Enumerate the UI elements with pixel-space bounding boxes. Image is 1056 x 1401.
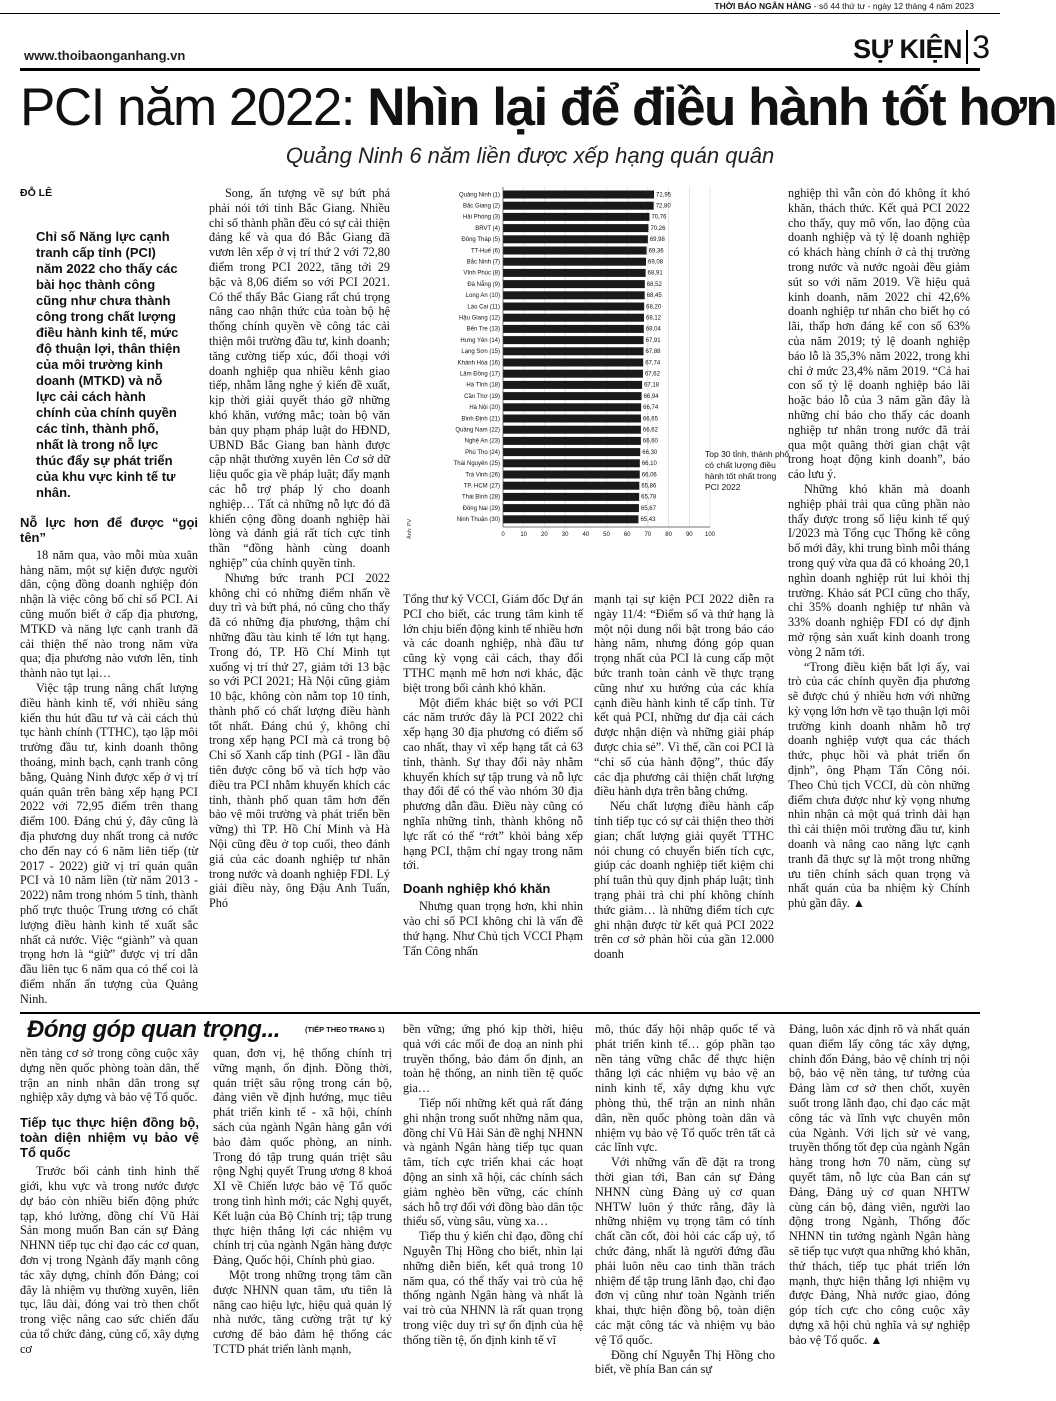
- paragraph: Nhưng bức tranh PCI 2022 không chỉ có những điểm nhấn về duy trì và bứt phá, nó cũng cho thấy đã có những địa phương, thậm chí những đầu tàu kinh tế lớn tụt hạng. Trong đó, TP. Hồ Chí Minh tụt xuống vị trí thứ 27, giảm tới 13 bậc so với PCI 2021; Hà Nội cũng giảm 10 bậc, không còn nằm top 10 tỉnh, thành phố có chất lượng điều hành tốt nhất. Đáng chú ý, không chỉ trong xếp hạng PCI mà cả trong bộ Chỉ số Xanh cấp tỉnh (PGI - lần đầu tiên được công bố và tích hợp vào điều tra PCI nhằm khuyến khích các tỉnh, thành phố quan tâm hơn đến bảo vệ môi trường và phát triển bền vững) thì TP. Hồ Chí Minh và Hà Nội cũng đều ở top cuối, theo đánh giá của các doanh nghiệp tư nhân trong nước và doanh nghiệp FDI. Lý giải điều này, ông Đậu Anh Tuấn, Phó: [209, 570, 390, 911]
- value-label: 72,95: [656, 192, 672, 199]
- paragraph: Những khó khăn mà doanh nghiệp phải trải qua cũng phần nào thấy được trong số liệu kinh tế quý I/2023 mà Tổng cục Thống kê công bố mới đây, khi trung bình mỗi tháng trong quý vừa qua đã có khoảng 20,1 nghìn doanh nghiệp rút lui khỏi thị trường. Khảo sát PCI cũng cho thấy, chỉ 35% doanh nghiệp tư nhân và 33% doanh nghiệp FDI có dự định mở rộng sản xuất kinh doanh trong vòng 2 năm tới.: [788, 481, 970, 659]
- second-article-title: Đóng góp quan trọng...: [27, 1016, 280, 1043]
- value-label: 69,36: [648, 248, 664, 255]
- x-tick-label: 20: [541, 532, 548, 538]
- paragraph: Nhưng quan trọng hơn, khi nhìn vào chỉ số PCI không chỉ là vấn đề thứ hạng. Như Chủ tịch VCCI Phạm Tấn Công nhấn: [403, 899, 583, 958]
- x-tick-label: 50: [603, 532, 610, 538]
- paragraph: Nếu chất lượng điều hành cấp tỉnh tiếp tục có sự cải thiện theo thời gian; chất lượng giải quyết TTHC nói chung có chuyển biến tích cực, giúp các doanh nghiệp tiết kiệm chi phí tuân thủ quy định pháp luật; tình trạng phải trả chi phí không chính thức giảm… là những điểm tích cực ghi nhận được từ kết quả PCI 2022 trên cơ sở phản hồi của gần 12.000 doanh: [594, 799, 774, 962]
- category-label: Vĩnh Phúc (8): [463, 270, 500, 277]
- header-rule: [20, 68, 980, 71]
- value-label: 69,98: [649, 237, 665, 244]
- value-label: 68,12: [646, 315, 662, 322]
- bar: [503, 258, 646, 266]
- bar: [503, 459, 640, 467]
- paragraph: Việc tập trung nâng chất lượng điều hành kinh tế, với nhiều sáng kiến thu hút đầu tư và cải cách thủ tục hành chính (TTHC), tạo lập môi trường đầu tư, kinh doanh thông thoáng, minh bạch, cạnh tranh công bằng, Quảng Ninh được xếp ở vị trí quán quân trên bảng xếp hạng PCI 2022 với 72,95 điểm trên thang điểm 100. Đáng chú ý, đây cũng là địa phương duy nhất trong cả nước cho đến nay có 6 năm liên tiếp (từ 2017 - 2022) giữ vị trí quán quân PCI và 10 năm liền (từ năm 2013 - 2022) nằm trong nhóm 5 tỉnh, thành phố trực thuộc Trung ương có chất lượng điều hành kinh tế xuất sắc nhất cả nước. Việc “giành” và quan trọng hơn là “giữ” được vị trí dẫn đầu liên tục 6 năm qua có thể coi là điểm nhấn ấn tượng của Quảng Ninh.: [20, 680, 198, 1006]
- bar: [503, 269, 646, 277]
- value-label: 66,94: [643, 393, 659, 400]
- masthead: [0, 0, 1000, 14]
- category-label: TT-Huế (6): [470, 248, 500, 255]
- article-column-4: [594, 592, 774, 962]
- paragraph: Tổng thư ký VCCI, Giám đốc Dự án PCI cho biết, các trung tâm kinh tế lớn chịu biến động kinh tế nhiều hơn và các doanh nghiệp, nhà đầu tư cũng kỳ vọng cải cách, thay đổi TTHC mạnh mẽ hơn nơi khác, đặc biệt trong bối cảnh khó khăn.: [403, 592, 583, 695]
- bar: [503, 448, 640, 456]
- paragraph: 18 năm qua, vào mỗi mùa xuân hàng năm, một sự kiện được người dân, cộng đồng doanh nghiệp đón nhận là việc công bố chỉ số PCI. Ai cũng muốn biết ở cấp địa phương, MTKD và năng lực cạnh tranh đã cải thiện thế nào trong năm vừa qua; địa phương nào vươn lên, tỉnh thành nào tụt lại…: [20, 547, 198, 681]
- paragraph: Đồng chí Nguyễn Thị Hồng cho biết, về phía Ban cán sự: [595, 1347, 775, 1377]
- lead-paragraph: Chỉ số Năng lực cạnh tranh cấp tỉnh (PCI) năm 2022 cho thấy các bài học thành công cũng như chưa thành công trong chất lượng điều hành kinh tế, mức độ thuận lợi, thân thiện của môi trường kinh doanh (MTKD) và nỗ lực cải cách hành chính của chính quyền các tỉnh, thành phố, nhất là trong nỗ lực thúc đẩy sự phát triển của khu vực kinh tế tư nhân.: [36, 228, 181, 500]
- value-label: 65,43: [640, 517, 656, 524]
- bar: [503, 314, 644, 322]
- category-label: Bến Tre (13): [466, 326, 500, 333]
- bar: [503, 403, 641, 411]
- bar: [503, 370, 643, 378]
- paragraph: bền vững; ứng phó kịp thời, hiệu quả với các mối đe doạ an ninh phi truyền thống, bảo đảm ổn định, an toàn hệ thống, an ninh tiền tệ quốc gia…: [403, 1022, 583, 1096]
- second-column-4: [595, 1022, 775, 1377]
- value-label: 67,74: [645, 360, 661, 367]
- paragraph: Trước bối cảnh tình hình thế giới, khu vực và trong nước được dự báo còn nhiều biến động phức tạp, khó lường, đồng chí Vũ Hải Sản mong muốn Ban cán sự Đảng NHNN tiếp tục chỉ đạo các cơ quan, đơn vị trong Ngành đẩy mạnh công tác xây dựng, chỉnh đốn Đảng; coi đây là nhiệm vụ thường xuyên, liên tục, lâu dài, đóng vai trò then chốt trong việc nâng cao sức chiến đấu của tổ chức đảng, củng cố, xây dựng cơ: [20, 1164, 199, 1356]
- bar: [503, 191, 654, 199]
- bar: [503, 224, 648, 232]
- subheadline: Quảng Ninh 6 năm liền được xếp hạng quán quân: [285, 143, 775, 168]
- x-tick-label: 60: [623, 532, 631, 538]
- category-label: Quảng Nam (22): [455, 427, 500, 434]
- continued-from-label: (TIẾP THEO TRANG 1): [305, 1025, 385, 1034]
- value-label: 66,06: [641, 472, 657, 479]
- second-subheading: Tiếp tục thực hiện đồng bộ, toàn diện nhiệm vụ bảo vệ Tổ quốc: [20, 1115, 199, 1161]
- category-label: Lào Cai (11): [467, 304, 500, 311]
- bar: [503, 504, 639, 512]
- value-label: 66,10: [641, 461, 657, 468]
- paper-name: THỜI BÁO NGÂN HÀNG: [714, 1, 812, 11]
- article-column-3: [403, 592, 583, 958]
- category-label: Trà Vinh (26): [465, 472, 500, 479]
- value-label: 67,88: [645, 349, 661, 356]
- paragraph: nền tảng cơ sở trong công cuộc xây dựng nền quốc phòng toàn dân, thế trận an ninh nhân dân trong sự nghiệp xây dựng và bảo vệ Tổ quốc.: [20, 1046, 199, 1105]
- value-label: 67,91: [645, 337, 661, 344]
- category-label: Đồng Nai (29): [462, 505, 500, 512]
- chart-source: Ảnh: PV: [407, 518, 413, 539]
- category-label: Thái Bình (28): [461, 494, 500, 501]
- bar: [503, 392, 642, 400]
- article-column-5: [788, 186, 970, 911]
- value-label: 70,76: [651, 214, 667, 221]
- value-label: 65,67: [640, 505, 656, 512]
- byline: ĐỖ LÊ: [20, 187, 53, 199]
- paragraph: “Trong điều kiện bất lợi ấy, vai trò của các chính quyền địa phương sẽ được chú ý nhiều hơn với những kỳ vọng lớn hơn về tạo thuận lợi môi trường kinh doanh nhằm hỗ trợ doanh nghiệp vượt qua các thách thức, phục hồi và phát triển ổn định”, ông Phạm Tấn Công nói. Theo Chủ tịch VCCI, dù còn những điểm chưa được như kỳ vọng nhưng nhìn nhận cả một quá trình dài hạn thì cải thiện môi trường đầu tư, kinh doanh và nâng cao năng lực cạnh tranh đã thực sự là một trong những ưu tiên chính sách quan trọng và nhất quán của ba nhiệm kỳ Chính phủ gần đây. ▲: [788, 659, 970, 911]
- value-label: 66,60: [642, 438, 658, 445]
- paragraph: Song, ấn tượng về sự bứt phá phải nói tới tỉnh Bắc Giang. Nhiều chỉ số thành phần đều có sự cải thiện đáng kể và qua đó Bắc Giang đã vươn lên xếp ở vị trí thứ 2 với 72,80 điểm trong PCI 2022, tăng tới 29 bậc và 8,06 điểm so với PCI 2021. Có thể thấy Bắc Giang rất chú trọng nâng cao nhận thức của toàn bộ hệ thống chính quyền về công tác cải thiện môi trường đầu tư, kinh doanh; tăng cường tiếp xúc, đối thoại với doanh nghiệp qua nhiều kênh giao tiếp, nhằm lắng nghe ý kiến đề xuất, kịp thời giải quyết tháo gỡ những khó khăn, vướng mắc; toàn bộ văn bản quy phạm pháp luật do HĐND, UBND Bắc Giang ban hành được cập nhật thường xuyên lên Cơ sở dữ liệu quốc gia về pháp luật; đẩy mạnh các hỗ trợ pháp lý cho doanh nghiệp… Tất cả những nỗ lực đó đã khiến cộng đồng doanh nghiệp hài lòng và đánh giá rất tích cực tỉnh thần “đồng hành cùng doanh nghiệp” của chính quyền tỉnh.: [209, 186, 390, 570]
- category-label: Khánh Hòa (16): [457, 360, 500, 367]
- value-label: 66,65: [642, 416, 658, 423]
- category-label: BRVT (4): [475, 225, 500, 232]
- bar: [503, 213, 649, 221]
- category-label: Lâm Đồng (17): [459, 371, 500, 378]
- value-label: 68,04: [645, 326, 661, 333]
- bar: [503, 247, 647, 255]
- category-label: Ninh Thuận (30): [456, 517, 500, 524]
- bar: [503, 280, 645, 288]
- category-label: Đồng Tháp (5): [461, 237, 500, 244]
- value-label: 66,62: [642, 427, 658, 434]
- category-label: Nghệ An (23): [464, 438, 500, 445]
- bar: [503, 359, 643, 367]
- category-label: TP. HCM (27): [463, 483, 500, 490]
- x-tick-label: 80: [665, 532, 672, 538]
- bar: [503, 325, 644, 333]
- paragraph: quan, đơn vị, hệ thống chính trị vững mạnh, ổn định. Đồng thời, quán triệt sâu rộng trong cán bộ, đảng viên về định hướng, mục tiêu phát triển kinh tế - xã hội, chính sách của ngành Ngân hàng gắn với bảo đảm quốc phòng, an ninh. Trong đó tập trung quán triệt sâu rộng Nghị quyết Trung ương 8 khoá XI về Chiến lược bảo vệ Tổ quốc trong tình hình mới; các Nghị quyết, Kết luận của Bộ Chính trị; tập trung thực hiện thắng lợi các nhiệm vụ chính trị của ngành Ngân hàng được Đảng, Quốc hội, Chính phủ giao.: [213, 1046, 392, 1268]
- paragraph: Đảng, luôn xác định rõ và nhất quán quan điểm lấy công tác xây dựng, chỉnh đốn Đảng, bảo vệ chính trị nội bộ, bảo vệ nền tảng, tư tưởng của Đảng làm cơ sở then chốt, xuyên suốt trong lãnh đạo, chỉ đạo các mặt công tác và lĩnh vực chuyên môn của Ngành. Với lịch sử vẻ vang, truyền thống tốt đẹp của ngành Ngân hàng trong hơn 70 năm, cùng sự quyết tâm, nỗ lực của Ban cán sự Đảng, Đảng uỷ cơ quan NHTW cùng cán bộ, đảng viên, người lao động trong Ngành, Thống đốc NHNN tin tưởng ngành Ngân hàng sẽ tiếp tục vượt qua những khó khăn, thử thách, tiếp tục phát triển lớn mạnh, thực hiện thắng lợi nhiệm vụ được Đảng, Nhà nước giao, đóng góp tích cực cho công cuộc xây dựng xã hội chủ nghĩa và sự nghiệp bảo vệ Tổ quốc. ▲: [789, 1022, 970, 1347]
- section-title: SỰ KIỆN: [853, 34, 962, 64]
- category-label: Cần Thơ (19): [464, 393, 500, 400]
- x-tick-label: 30: [561, 532, 569, 538]
- paragraph: Tiếp thu ý kiến chỉ đạo, đồng chí Nguyễn Thị Hồng cho biết, nhìn lại những diễn biến, kết quả trong 10 năm qua, có thể thấy vai trò của hệ thống ngành Ngân hàng và nhất là vai trò của NHNN là rất quan trọng trong việc duy trì sự ổn định của hệ thống tiền tệ, ổn định kinh tế vĩ: [403, 1229, 583, 1347]
- chart-title-line: hành tốt nhất trong: [705, 471, 777, 481]
- bar: [503, 415, 641, 423]
- value-label: 67,18: [644, 382, 660, 389]
- category-label: Hải Phòng (3): [462, 214, 500, 221]
- second-column-2: [213, 1046, 392, 1357]
- bar: [503, 336, 644, 344]
- category-label: Bắc Giang (2): [462, 203, 500, 210]
- paragraph: Với những vấn đề đặt ra trong thời gian tới, Ban cán sự Đảng NHNN cùng Đảng uỷ cơ quan NHTW luôn ý thức rằng, đây là những nhiệm vụ trọng tâm có tính chất cần cốt, đòi hỏi các cấp uỷ, tổ chức đảng, nhất là người đứng đầu phải luôn nêu cao tinh thần trách nhiệm để tập trung lãnh đạo, chỉ đạo đơn vị cũng như toàn Ngành triển khai, thực hiện đồng bộ, toàn diện các mặt công tác và nhiệm vụ bảo vệ Tổ quốc.: [595, 1155, 775, 1347]
- value-label: 66,30: [642, 449, 658, 456]
- category-label: Hậu Giang (12): [458, 315, 500, 322]
- x-tick-label: 10: [520, 532, 528, 538]
- category-label: Phú Thọ (24): [465, 449, 500, 456]
- category-label: Bình Định (21): [461, 416, 500, 423]
- value-label: 68,45: [646, 293, 662, 300]
- bar: [503, 347, 644, 355]
- category-label: Quảng Ninh (1): [458, 192, 500, 199]
- value-label: 68,20: [646, 304, 662, 311]
- article-column-2: [209, 186, 390, 911]
- value-label: 69,08: [647, 259, 664, 266]
- bar: [503, 493, 639, 501]
- x-tick-label: 90: [685, 532, 693, 538]
- subheading-2: Doanh nghiệp khó khăn: [403, 881, 551, 897]
- bar: [503, 482, 639, 490]
- chart-title-line: PCI 2022: [705, 482, 741, 492]
- paragraph: Tiếp nối những kết quả rất đáng ghi nhận trong suốt những năm qua, đồng chí Vũ Hải Sản đề nghị NHNN và ngành Ngân hàng tiếp tục quan tâm, tích cực triển khai các hoạt động an sinh xã hội, các chính sách giảm nghèo bền vững, các chính sách hỗ trợ đối với đồng bào dân tộc thiểu số, vùng sâu, vùng xa…: [403, 1095, 583, 1229]
- subheading-1: Nỗ lực hơn để được “gọi tên”: [20, 514, 198, 545]
- x-tick-label: 0: [501, 532, 505, 538]
- bar: [503, 303, 644, 311]
- chart-title-line: Top 30 tỉnh, thành phố: [705, 449, 790, 459]
- paragraph: Một điểm khác biệt so với PCI các năm trước đây là PCI 2022 chỉ xếp hạng 30 địa phương có điểm số cao nhất, thay vì xếp hạng tất cả 63 tỉnh, thành. Sự thay đổi này nhằm khuyến khích sự tập trung và nỗ lực thay đổi để có thể vào nhóm 30 địa phương dẫn đầu. Điều này cũng có nghĩa những tỉnh, thành không nỗ lực rất có thể “rớt” khỏi bảng xếp hạng PCI, thậm chí ngay trong năm tới.: [403, 695, 583, 873]
- x-tick-label: 40: [582, 532, 590, 538]
- value-label: 68,91: [647, 270, 663, 277]
- value-label: 68,52: [646, 281, 662, 288]
- category-label: Hà Tĩnh (18): [466, 382, 500, 389]
- x-tick-label: 70: [644, 532, 652, 538]
- bar: [503, 437, 641, 445]
- value-label: 72,80: [655, 203, 671, 210]
- paragraph: Một trong những trọng tâm cần được NHNN quan tâm, ưu tiên là nâng cao hiệu lực, hiệu quả quản lý nhà nước, tăng cường trật tự kỷ cương để bảo đảm hệ thống các TCTD phát triển lành mạnh,: [213, 1267, 392, 1356]
- category-label: Thái Nguyên (25): [453, 461, 500, 468]
- category-label: Hà Nội (20): [469, 405, 500, 412]
- bar: [503, 291, 645, 299]
- headline-part2: Nhìn lại để điều hành tốt hơn: [367, 78, 1056, 137]
- chart-title-line: có chất lượng điều: [705, 460, 776, 470]
- value-label: 66,74: [643, 405, 659, 412]
- category-label: Long An (10): [465, 293, 500, 300]
- bar: [503, 202, 654, 210]
- bar: [503, 426, 641, 434]
- paragraph: mạnh tại sự kiện PCI 2022 diễn ra ngày 11/4: “Điểm số và thứ hạng là một nội dung nổi bật trong báo cáo hàng năm, nhưng đóng góp quan trọng nhất của PCI là cung cấp một bức tranh toàn cảnh về thực trạng cũng như xu hướng của các khía cạnh điều hành kinh tế cấp tỉnh. Từ kết quả PCI, những dư địa cải cách được nhận diện và những giải pháp được chia sẻ”. Vì thế, cần coi PCI là “chỉ số của hành động”, thúc đẩy các địa phương cải thiện chất lượng điều hành dựa trên bằng chứng.: [594, 592, 774, 799]
- issue-info: - số 44 thứ tư - ngày 12 tháng 4 năm 2023: [811, 1, 974, 11]
- paragraph: nghiệp thì vẫn còn đó không ít khó khăn, thách thức. Kết quả PCI 2022 cho thấy, quy mô vốn, lao động của doanh nghiệp và tỷ lệ doanh nghiệp có khách hàng chính ở cả thị trường trong nước và nước ngoài đều giảm sút so với năm 2019. Về hiệu quả kinh doanh, năm 2022 chỉ 42,6% doanh nghiệp tư nhân cho biết họ có lãi, thấp hơn đáng kể con số 63% của năm 2019; tỷ lệ doanh nghiệp báo lỗ là 35,3% năm 2022, trong khi chỉ ở mức 23,4% năm 2019. “Cả hai con số tỷ lệ doanh nghiệp báo lãi hoặc báo lỗ của 3 năm gần đây là những chỉ báo cho thấy các doanh nghiệp tư nhân trong nước đã trải qua một quãng thời gian chật vật trong hoạt động kinh doanh”, báo cáo lưu ý.: [788, 186, 970, 482]
- headline: [20, 78, 1056, 138]
- headline-part1: PCI năm 2022:: [20, 78, 368, 137]
- article-separator: [20, 1012, 980, 1014]
- website-url[interactable]: www.thoibaonganhang.vn: [24, 48, 186, 63]
- article-column-1: [20, 186, 198, 1007]
- second-column-3: [403, 1022, 583, 1348]
- paragraph: mô, thúc đẩy hội nhập quốc tế và phát triển kinh tế… góp phần tạo nền tảng vững chắc để thực hiện thắng lợi các nhiệm vụ bảo vệ an ninh kinh tế, xây dựng khu vực phòng thủ, thế trận an ninh nhân dân, nền quốc phòng toàn dân và nhiệm vụ bảo vệ Tổ quốc trên tất cả các lĩnh vực.: [595, 1022, 775, 1155]
- bar: [503, 471, 640, 479]
- bar: [503, 381, 642, 389]
- pci-ranking-chart: [405, 183, 790, 593]
- page-number: 3: [966, 30, 990, 64]
- value-label: 67,62: [644, 371, 660, 378]
- value-label: 70,26: [650, 225, 666, 232]
- value-label: 65,78: [641, 494, 657, 501]
- bar: [503, 235, 648, 243]
- bar-chart: [405, 183, 790, 593]
- value-label: 65,86: [641, 483, 657, 490]
- second-column-5: [789, 1022, 970, 1348]
- category-label: Lạng Sơn (15): [461, 349, 500, 356]
- second-column-1: [20, 1046, 199, 1357]
- category-label: Bắc Ninh (7): [466, 259, 500, 266]
- category-label: Hưng Yên (14): [460, 337, 500, 344]
- category-label: Đà Nẵng (9): [467, 281, 500, 288]
- x-tick-label: 100: [704, 532, 716, 538]
- bar: [503, 515, 638, 523]
